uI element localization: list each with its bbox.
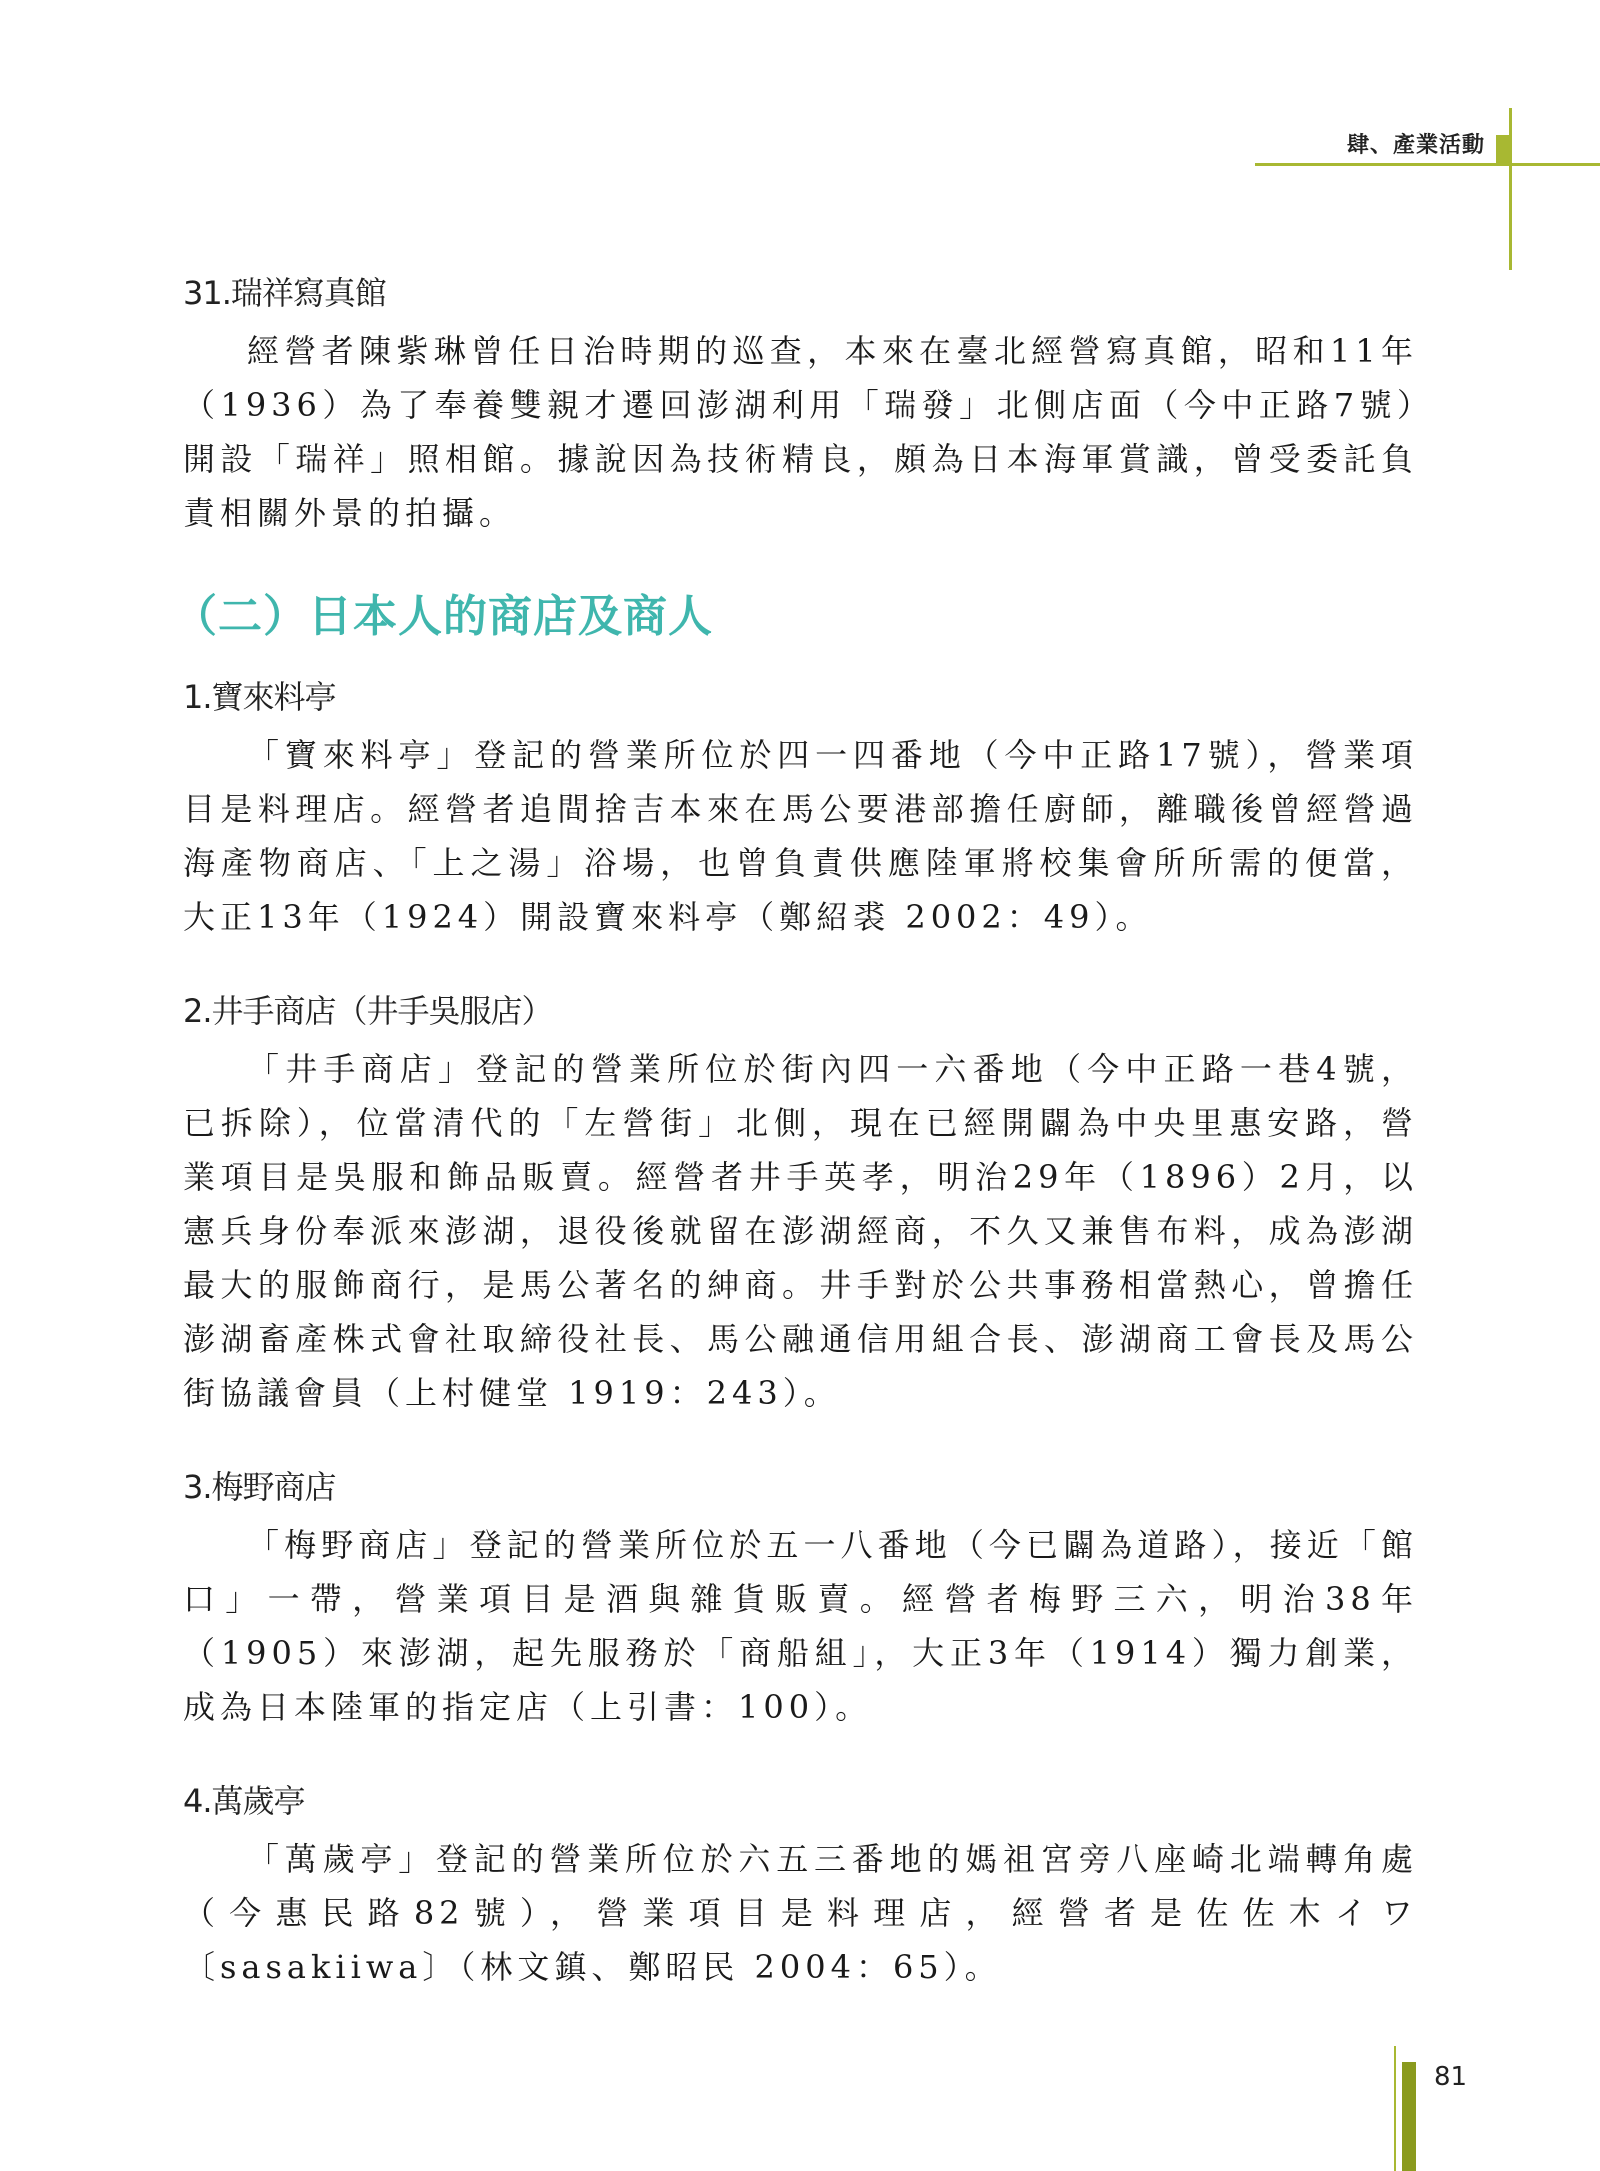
page-content [173, 268, 1418, 1994]
item-heading-1: 1.寶來料亭 [183, 678, 336, 716]
paragraph-4: 「萬歲亭」登記的營業所位於六五三番地的媽祖宮旁八座崎北端轉角處（今惠民路82號），營業項目是料理店，經營者是佐佐木イワ〔sasakiiwa〕（林文鎮、鄭昭民 2004：65）。 [183, 1840, 1418, 1986]
footer-rule-vertical [1394, 2046, 1396, 2171]
item-heading-2: 2.井手商店（井手吳服店） [183, 992, 553, 1030]
header-rule-vertical [1509, 108, 1512, 270]
paragraph-1: 「寶來料亭」登記的營業所位於四一四番地（今中正路17號），營業項目是料理店。經營者追間捨吉本來在馬公要港部擔任廚師，離職後曾經營過海產物商店、「上之湯」浴場，也曾負責供應陸軍將校集會所所需的便當，大正13年（1924）開設寶來料亭（鄭紹裘 2002：49）。 [183, 736, 1418, 936]
item-heading-4: 4.萬歲亭 [183, 1782, 305, 1820]
item-heading-3: 3.梅野商店 [183, 1468, 336, 1506]
header-rule-horizontal [1255, 163, 1600, 166]
chapter-title: 肆、產業活動 [1346, 132, 1485, 158]
footer-accent-bar [1402, 2062, 1416, 2171]
page-number: 81 [1434, 2062, 1468, 2092]
paragraph-31: 經營者陳紫琳曾任日治時期的巡查，本來在臺北經營寫真館，昭和11年（1936）為了奉養雙親才遷回澎湖利用「瑞發」北側店面（今中正路7號）開設「瑞祥」照相館。據說因為技術精良，頗為日本海軍賞識，曾受委託負責相關外景的拍攝。 [183, 332, 1418, 532]
header-accent-block [1496, 135, 1509, 163]
paragraph-3: 「梅野商店」登記的營業所位於五一八番地（今已闢為道路），接近「館口」一帶，營業項目是酒與雜貨販賣。經營者梅野三六，明治38年（1905）來澎湖，起先服務於「商船組」，大正3年（1914）獨力創業，成為日本陸軍的指定店（上引書：100）。 [183, 1526, 1418, 1726]
section-heading-part2: （二）日本人的商店及商人 [173, 591, 713, 642]
paragraph-2: 「井手商店」登記的營業所位於街內四一六番地（今中正路一巷4號，已拆除），位當清代的「左營街」北側，現在已經開闢為中央里惠安路，營業項目是吳服和飾品販賣。經營者井手英孝，明治29年（1896）2月，以憲兵身份奉派來澎湖，退役後就留在澎湖經商，不久又兼售布料，成為澎湖最大的服飾商行，是馬公著名的紳商。井手對於公共事務相當熱心，曾擔任澎湖畜產株式會社取締役社長、馬公融通信用組合長、澎湖商工會長及馬公街協議會員（上村健堂 1919：243）。 [183, 1050, 1418, 1412]
item-heading-31: 31.瑞祥寫真館 [183, 274, 386, 312]
